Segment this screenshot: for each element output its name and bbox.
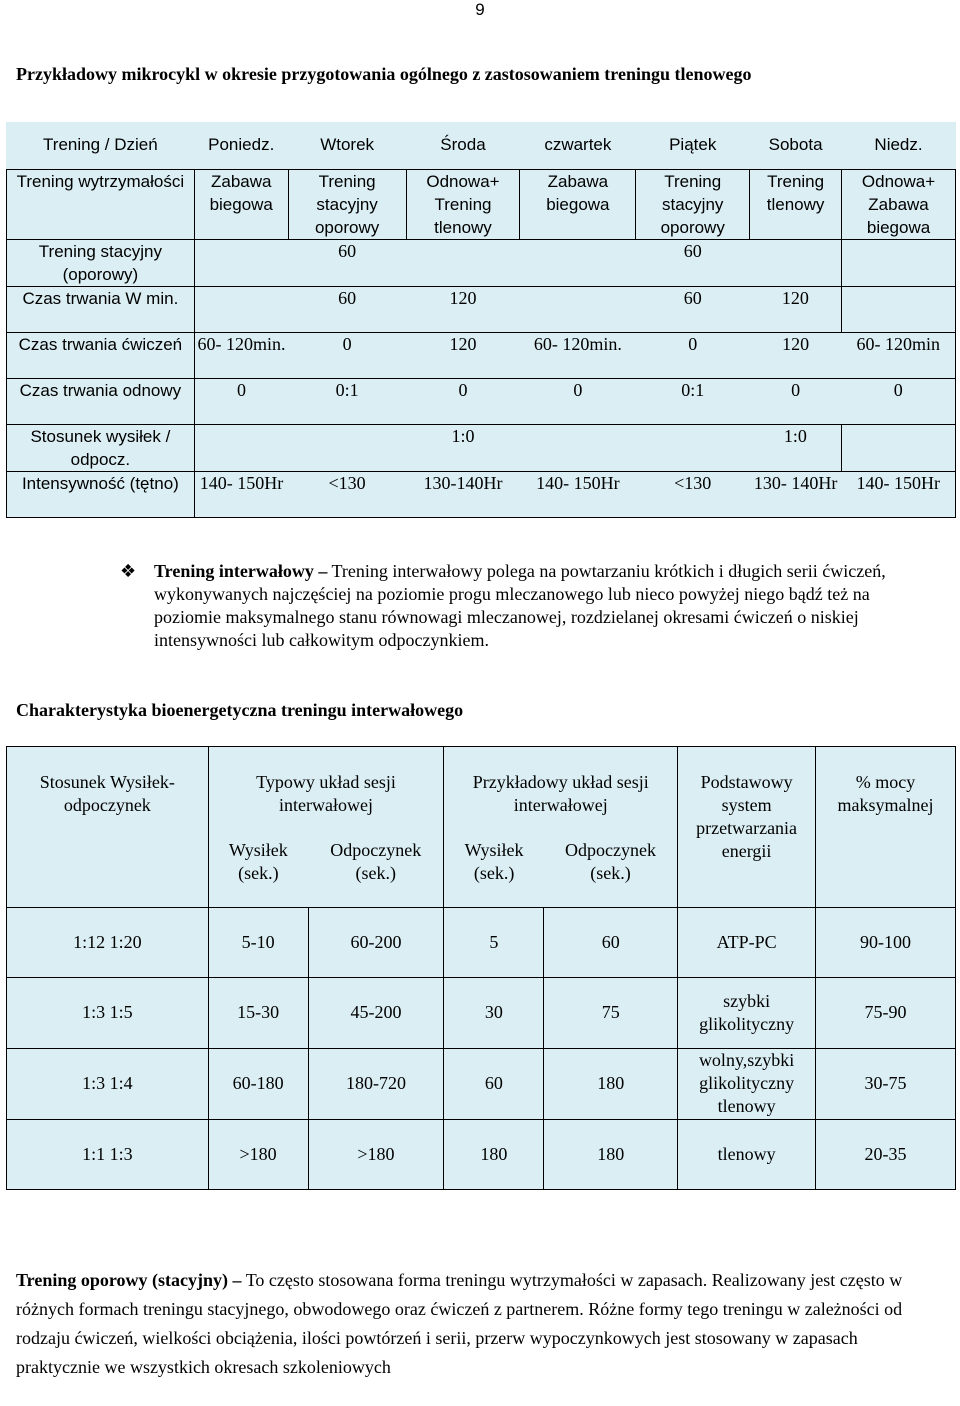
table-cell: 180-720 <box>308 1048 444 1119</box>
table-cell: 75 <box>544 977 678 1048</box>
header-cell: Podstawowy system przetwarzania energii <box>678 747 816 908</box>
interval-table <box>6 746 956 1190</box>
header-cell: Stosunek Wysiłek-odpoczynek <box>7 747 209 908</box>
table-cell: >180 <box>308 1119 444 1189</box>
table-cell: 30 <box>444 977 544 1048</box>
row-label: Czas trwania odnowy <box>7 379 195 425</box>
table-cell: 1:12 1:20 <box>7 907 209 977</box>
bullet-body: Trening interwałowy polega na powtarzaniu krótkich i długich serii ćwiczeń, wykonywanych najczęściej na poziomie progu mleczanowego lub nieco powyżej niego bądź też na poziomie maksymalnego stanu równowagi mleczanowej, rozdzielanej okresami ćwiczeń o niskiej intensywności lub całkowitym odpoczynkiem. <box>154 561 886 650</box>
table-cell: 60 <box>544 907 678 977</box>
header-cell: Sobota <box>750 122 842 170</box>
table-cell: 45-200 <box>308 977 444 1048</box>
table-cell: 120 <box>750 287 842 333</box>
table-cell: Odnowa+ Trening tlenowy <box>406 170 520 240</box>
table-cell: 0 <box>842 379 956 425</box>
header-cell: Wysiłek (sek.) <box>444 839 544 907</box>
table-cell: 15-30 <box>208 977 308 1048</box>
para-bold-term: Trening oporowy (stacyjny) – <box>16 1270 242 1290</box>
table-cell: 90-100 <box>816 907 956 977</box>
table-row <box>7 1048 956 1119</box>
bullet-bold-term: Trening interwałowy – <box>154 561 328 581</box>
table-row <box>7 1119 956 1189</box>
table-cell: 120 <box>750 333 842 379</box>
table-row <box>7 287 956 333</box>
table-cell: 1:3 1:4 <box>7 1048 209 1119</box>
interval-header-row <box>7 747 956 840</box>
table-cell: 0 <box>288 333 406 379</box>
header-cell: Typowy układ sesji interwałowej <box>208 747 444 840</box>
diamond-bullet-icon: ❖ <box>120 561 137 582</box>
table-cell: 1:0 <box>750 425 842 472</box>
mikrocykl-header-row <box>7 122 956 170</box>
table-cell: tlenowy <box>678 1119 816 1189</box>
table-row <box>7 472 956 518</box>
header-cell: Poniedz. <box>194 122 288 170</box>
table-cell: Odnowa+ Zabawa biegowa <box>842 170 956 240</box>
table-cell: 0 <box>750 379 842 425</box>
table-cell: 0:1 <box>636 379 750 425</box>
header-cell: Odpoczynek (sek.) <box>544 839 678 907</box>
header-cell: Wysiłek (sek.) <box>208 839 308 907</box>
table-cell: 120 <box>406 287 520 333</box>
row-label: Czas trwania W min. <box>7 287 195 333</box>
table-cell: szybki glikolityczny <box>678 977 816 1048</box>
table-cell: 5 <box>444 907 544 977</box>
table-row <box>7 425 956 472</box>
table-cell: 180 <box>544 1048 678 1119</box>
table-cell: 0 <box>520 379 636 425</box>
mikrocykl-table <box>6 122 956 518</box>
interval-training-bullet <box>120 560 900 652</box>
table-cell: 1:0 <box>406 425 520 472</box>
table-cell: 60-200 <box>308 907 444 977</box>
table-cell: 140- 150Hr <box>520 472 636 518</box>
row-label: Stosunek wysiłek / odpocz. <box>7 425 195 472</box>
table-cell: Trening tlenowy <box>750 170 842 240</box>
table-cell: 60 <box>444 1048 544 1119</box>
page-number: 9 <box>475 0 485 19</box>
table-cell: 60- 120min. <box>520 333 636 379</box>
table-cell: 1:1 1:3 <box>7 1119 209 1189</box>
table-cell: Trening stacyjny oporowy <box>636 170 750 240</box>
table-cell: 60- 120min <box>842 333 956 379</box>
table-row <box>7 170 956 240</box>
table-cell: >180 <box>208 1119 308 1189</box>
table-cell: 120 <box>406 333 520 379</box>
table-cell: ATP-PC <box>678 907 816 977</box>
table-row <box>7 240 956 287</box>
table-cell: 30-75 <box>816 1048 956 1119</box>
table-cell: 180 <box>544 1119 678 1189</box>
header-cell: Trening / Dzień <box>7 122 195 170</box>
table-row <box>7 907 956 977</box>
table-cell: <130 <box>636 472 750 518</box>
table-cell: 60 <box>636 240 750 287</box>
table-cell: 0 <box>636 333 750 379</box>
table-cell: Zabawa biegowa <box>520 170 636 240</box>
table-cell: Zabawa biegowa <box>194 170 288 240</box>
table-cell: 130- 140Hr <box>750 472 842 518</box>
interval-heading: Charakterystyka bioenergetyczna treningu interwałowego <box>16 700 464 720</box>
para-body: To często stosowana forma treningu wytrzymałości w zapasach. Realizowany jest często w różnych formach treningu stacyjnego, obwodowego oraz ćwiczeń z partnerem. Różne formy tego treningu w zależności od rodzaju ćwiczeń, wielkości obciążenia, ilości powtórzeń i serii, przerw wypoczynkowych jest stosowany w zapasach praktycznie we wszystkich okresach szkoleniowych <box>16 1270 903 1377</box>
row-label: Czas trwania ćwiczeń <box>7 333 195 379</box>
table-cell: 20-35 <box>816 1119 956 1189</box>
header-cell: Odpoczynek (sek.) <box>308 839 444 907</box>
table-cell: <130 <box>288 472 406 518</box>
row-label: Trening stacyjny (oporowy) <box>7 240 195 287</box>
table-cell: 180 <box>444 1119 544 1189</box>
table-cell: 140- 150Hr <box>842 472 956 518</box>
header-cell: % mocy maksymalnej <box>816 747 956 908</box>
bullet-text <box>154 560 900 652</box>
table-cell: 60 <box>288 287 406 333</box>
row-label: Trening wytrzymałości <box>7 170 195 240</box>
table-cell: 5-10 <box>208 907 308 977</box>
table-cell: 1:3 1:5 <box>7 977 209 1048</box>
table-cell: Trening stacyjny oporowy <box>288 170 406 240</box>
table-cell: wolny,szybki glikolityczny tlenowy <box>678 1048 816 1119</box>
table-cell: 0:1 <box>288 379 406 425</box>
table-cell: 60- 120min. <box>194 333 288 379</box>
table-cell: 60 <box>288 240 406 287</box>
table-cell: 60 <box>636 287 750 333</box>
header-cell: Wtorek <box>288 122 406 170</box>
table-cell: 140- 150Hr <box>194 472 288 518</box>
header-cell: Niedz. <box>842 122 956 170</box>
header-cell: czwartek <box>520 122 636 170</box>
table-cell: 0 <box>194 379 288 425</box>
table-row <box>7 333 956 379</box>
table-cell: 0 <box>406 379 520 425</box>
row-label: Intensywność (tętno) <box>7 472 195 518</box>
table-cell: 130-140Hr <box>406 472 520 518</box>
header-cell: Piątek <box>636 122 750 170</box>
header-cell: Środa <box>406 122 520 170</box>
table-cell: 75-90 <box>816 977 956 1048</box>
mikrocykl-heading: Przykładowy mikrocykl w okresie przygotowania ogólnego z zastosowaniem treningu tlenowego <box>16 64 752 84</box>
table-cell: 60-180 <box>208 1048 308 1119</box>
resistance-training-paragraph <box>16 1266 916 1382</box>
table-row <box>7 379 956 425</box>
header-cell: Przykładowy układ sesji interwałowej <box>444 747 678 840</box>
table-row <box>7 977 956 1048</box>
